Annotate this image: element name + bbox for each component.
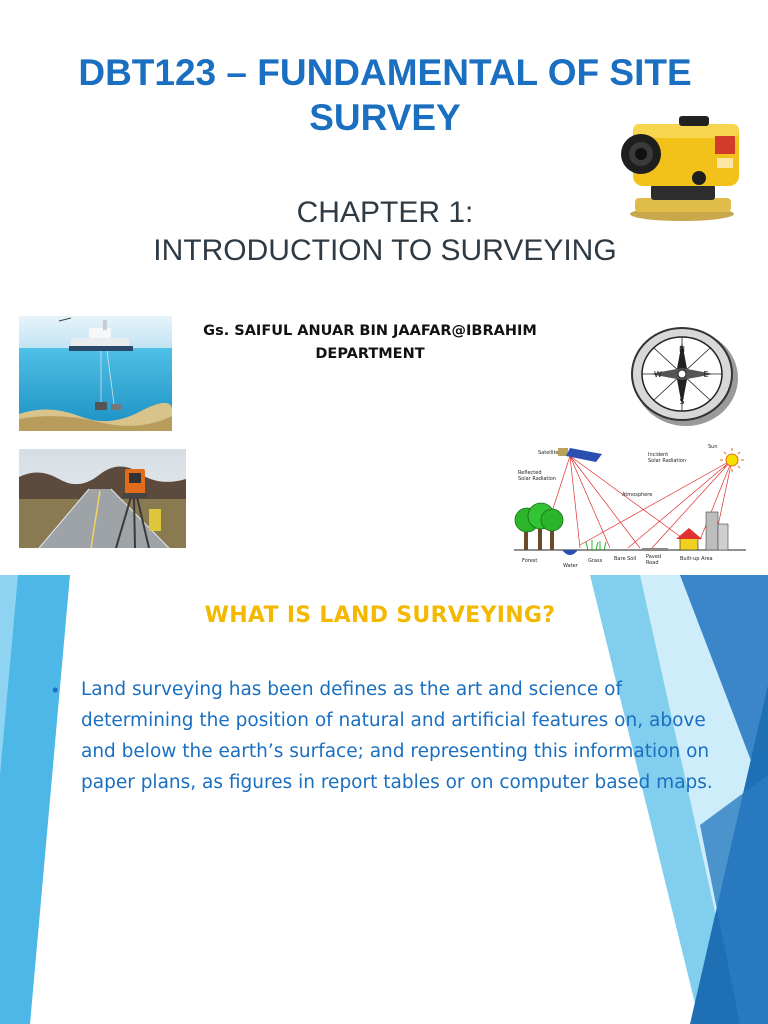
svg-text:W: W — [654, 370, 662, 379]
diagram-label-paved: Paved — [646, 554, 662, 560]
chapter-number: CHAPTER 1: — [296, 196, 474, 229]
svg-text:N: N — [679, 345, 685, 354]
svg-text:E: E — [703, 370, 709, 379]
diagram-label-satellite: Satellite — [538, 450, 559, 456]
diagram-label-forest: Forest — [522, 558, 538, 564]
grass-icon — [586, 540, 606, 550]
house-icon — [676, 528, 702, 550]
total-station-road-image — [19, 449, 186, 548]
compass-image — [628, 322, 740, 430]
author-block — [170, 320, 570, 366]
diagram-label-reflected: Reflected — [518, 470, 542, 476]
diagram-label-reflected-radiation: Solar Radiation — [518, 476, 556, 482]
hydrographic-survey-image — [19, 316, 172, 431]
bullet-marker: • — [52, 679, 59, 700]
diagram-label-water: Water — [563, 563, 578, 569]
diagram-label-incident-radiation: Solar Radiation — [648, 458, 686, 464]
building-icon — [706, 512, 728, 550]
section-heading: WHAT IS LAND SURVEYING? — [204, 603, 556, 628]
forest-icon — [515, 503, 563, 550]
satellite-icon — [558, 448, 602, 462]
automatic-level-image — [619, 108, 746, 223]
diagram-label-built-up: Built-up Area — [680, 556, 713, 562]
diagram-label-incident: Incident — [648, 452, 669, 458]
chapter-title: INTRODUCTION TO SURVEYING — [153, 234, 617, 267]
author-name: Gs. SAIFUL ANUAR BIN JAAFAR@IBRAHIM — [203, 323, 537, 339]
road-icon — [642, 548, 668, 551]
diagram-label-grass: Grass — [588, 558, 603, 564]
diagram-label-bare-soil: Bare Soil — [614, 556, 637, 562]
diagram-label-road: Road — [646, 560, 659, 566]
water-icon — [562, 550, 578, 555]
definition-text: Land surveying has been defines as the art and science of determining the position of natural and artificial features on, above and below the earth’s surface; and representing this information on paper plans, as figures in report tables or on computer based maps. — [81, 679, 713, 793]
content-slide — [0, 575, 768, 1024]
slide-title: DBT123 – FUNDAMENTAL OF SITE SURVEY — [78, 52, 692, 138]
slide-decoration — [0, 575, 768, 1024]
sun-icon — [720, 448, 744, 472]
diagram-label-atmosphere: Atmosphere — [622, 492, 653, 498]
diagram-label-sun: Sun — [708, 444, 718, 450]
author-department: DEPARTMENT — [315, 346, 425, 362]
svg-text:S: S — [679, 397, 685, 406]
remote-sensing-diagram — [510, 440, 750, 570]
